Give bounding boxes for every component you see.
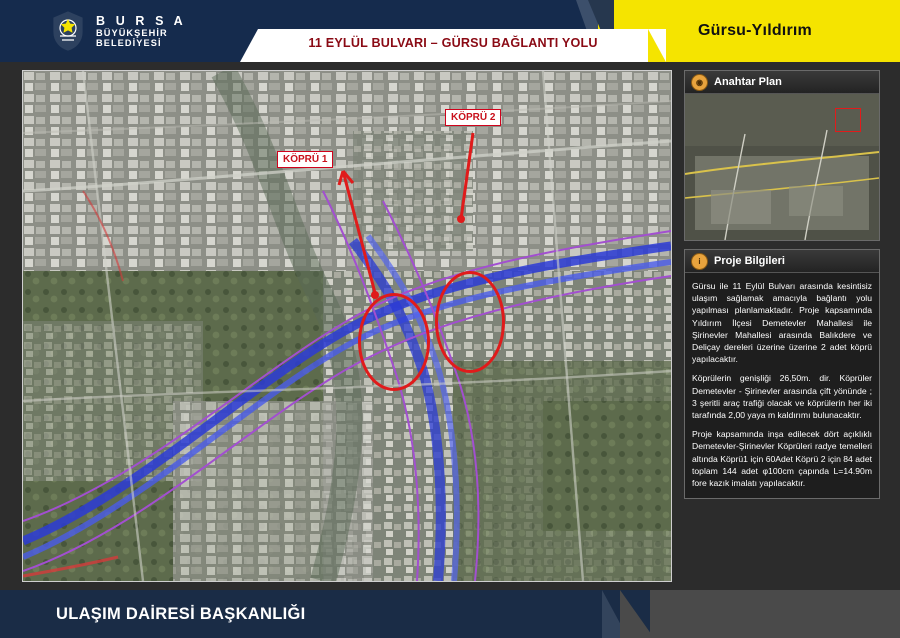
project-info-paragraph-1: Gürsu ile 11 Eylül Bulvarı arasında kesintisiz ulaşım sağlamak amacıyla bağlantı yolu yapılması planlamaktadır. Proje kapsamında Yıldırım İlçesi Demetevler Mahallesi ile Şirinevler Mahallesi arasında Balıkdere ve Deliçay dereleri üzerine üzerine 2 adet köprü yapılacaktır. [692, 281, 872, 365]
info-icon: i [691, 253, 708, 270]
footer-department: ULAŞIM DAİRESİ BAŞKANLIĞI [56, 604, 306, 623]
aerial-map-panel[interactable] [22, 70, 672, 582]
header-bar [0, 0, 900, 62]
project-info-header [685, 250, 879, 273]
footer-gray-slash [620, 590, 654, 638]
callout-leader-lines [23, 71, 671, 581]
project-info-body [685, 273, 879, 498]
sidebar [684, 70, 880, 507]
slide-body [0, 62, 900, 590]
project-info-title: Proje Bilgileri [714, 255, 785, 267]
key-plan-card [684, 70, 880, 241]
project-info-paragraph-3: Proje kapsamında inşa edilecek dört açıklıklı Demetevler-Şirinevler Köprüleri radye temelleri altında Köprü1 için 60Adet Köprü 2 için 84 adet toplam 144 adet φ100cm çapında L=14.90m fore kazık imalatı yapılacaktır. [692, 429, 872, 489]
logo-line-1: B U R S A [96, 13, 187, 28]
callout-bridge-1: KÖPRÜ 1 [277, 151, 333, 168]
bursa-logo [48, 10, 186, 52]
logo-line-3: BELEDİYESİ [96, 38, 162, 48]
key-plan-header [685, 71, 879, 94]
key-plan-title: Anahtar Plan [714, 76, 782, 88]
project-info-card [684, 249, 880, 499]
footer-bar [0, 590, 900, 638]
map-pin-icon: ◉ [691, 74, 708, 91]
project-title: 11 EYLÜL BULVARI – GÜRSU BAĞLANTI YOLU [308, 36, 598, 50]
key-plan-location-box [835, 108, 861, 132]
footer-gray-block [650, 590, 900, 638]
callout-bridge-2: KÖPRÜ 2 [445, 109, 501, 126]
project-info-paragraph-2: Köprülerin genişliği 26,50m. dir. Köprüler Demetevler - Şirinevler arasında çift yönünde ; 3 şeritli araç trafiği olacak ve köprülerin her iki tarafında 2,00 yaya m kaldırımı bulunacaktır. [692, 373, 872, 421]
key-plan-map[interactable] [685, 94, 879, 240]
logo-line-2: BÜYÜKŞEHİR [96, 27, 168, 38]
city-crest-icon [48, 10, 88, 52]
district-title: Gürsu-Yıldırım [698, 22, 812, 39]
